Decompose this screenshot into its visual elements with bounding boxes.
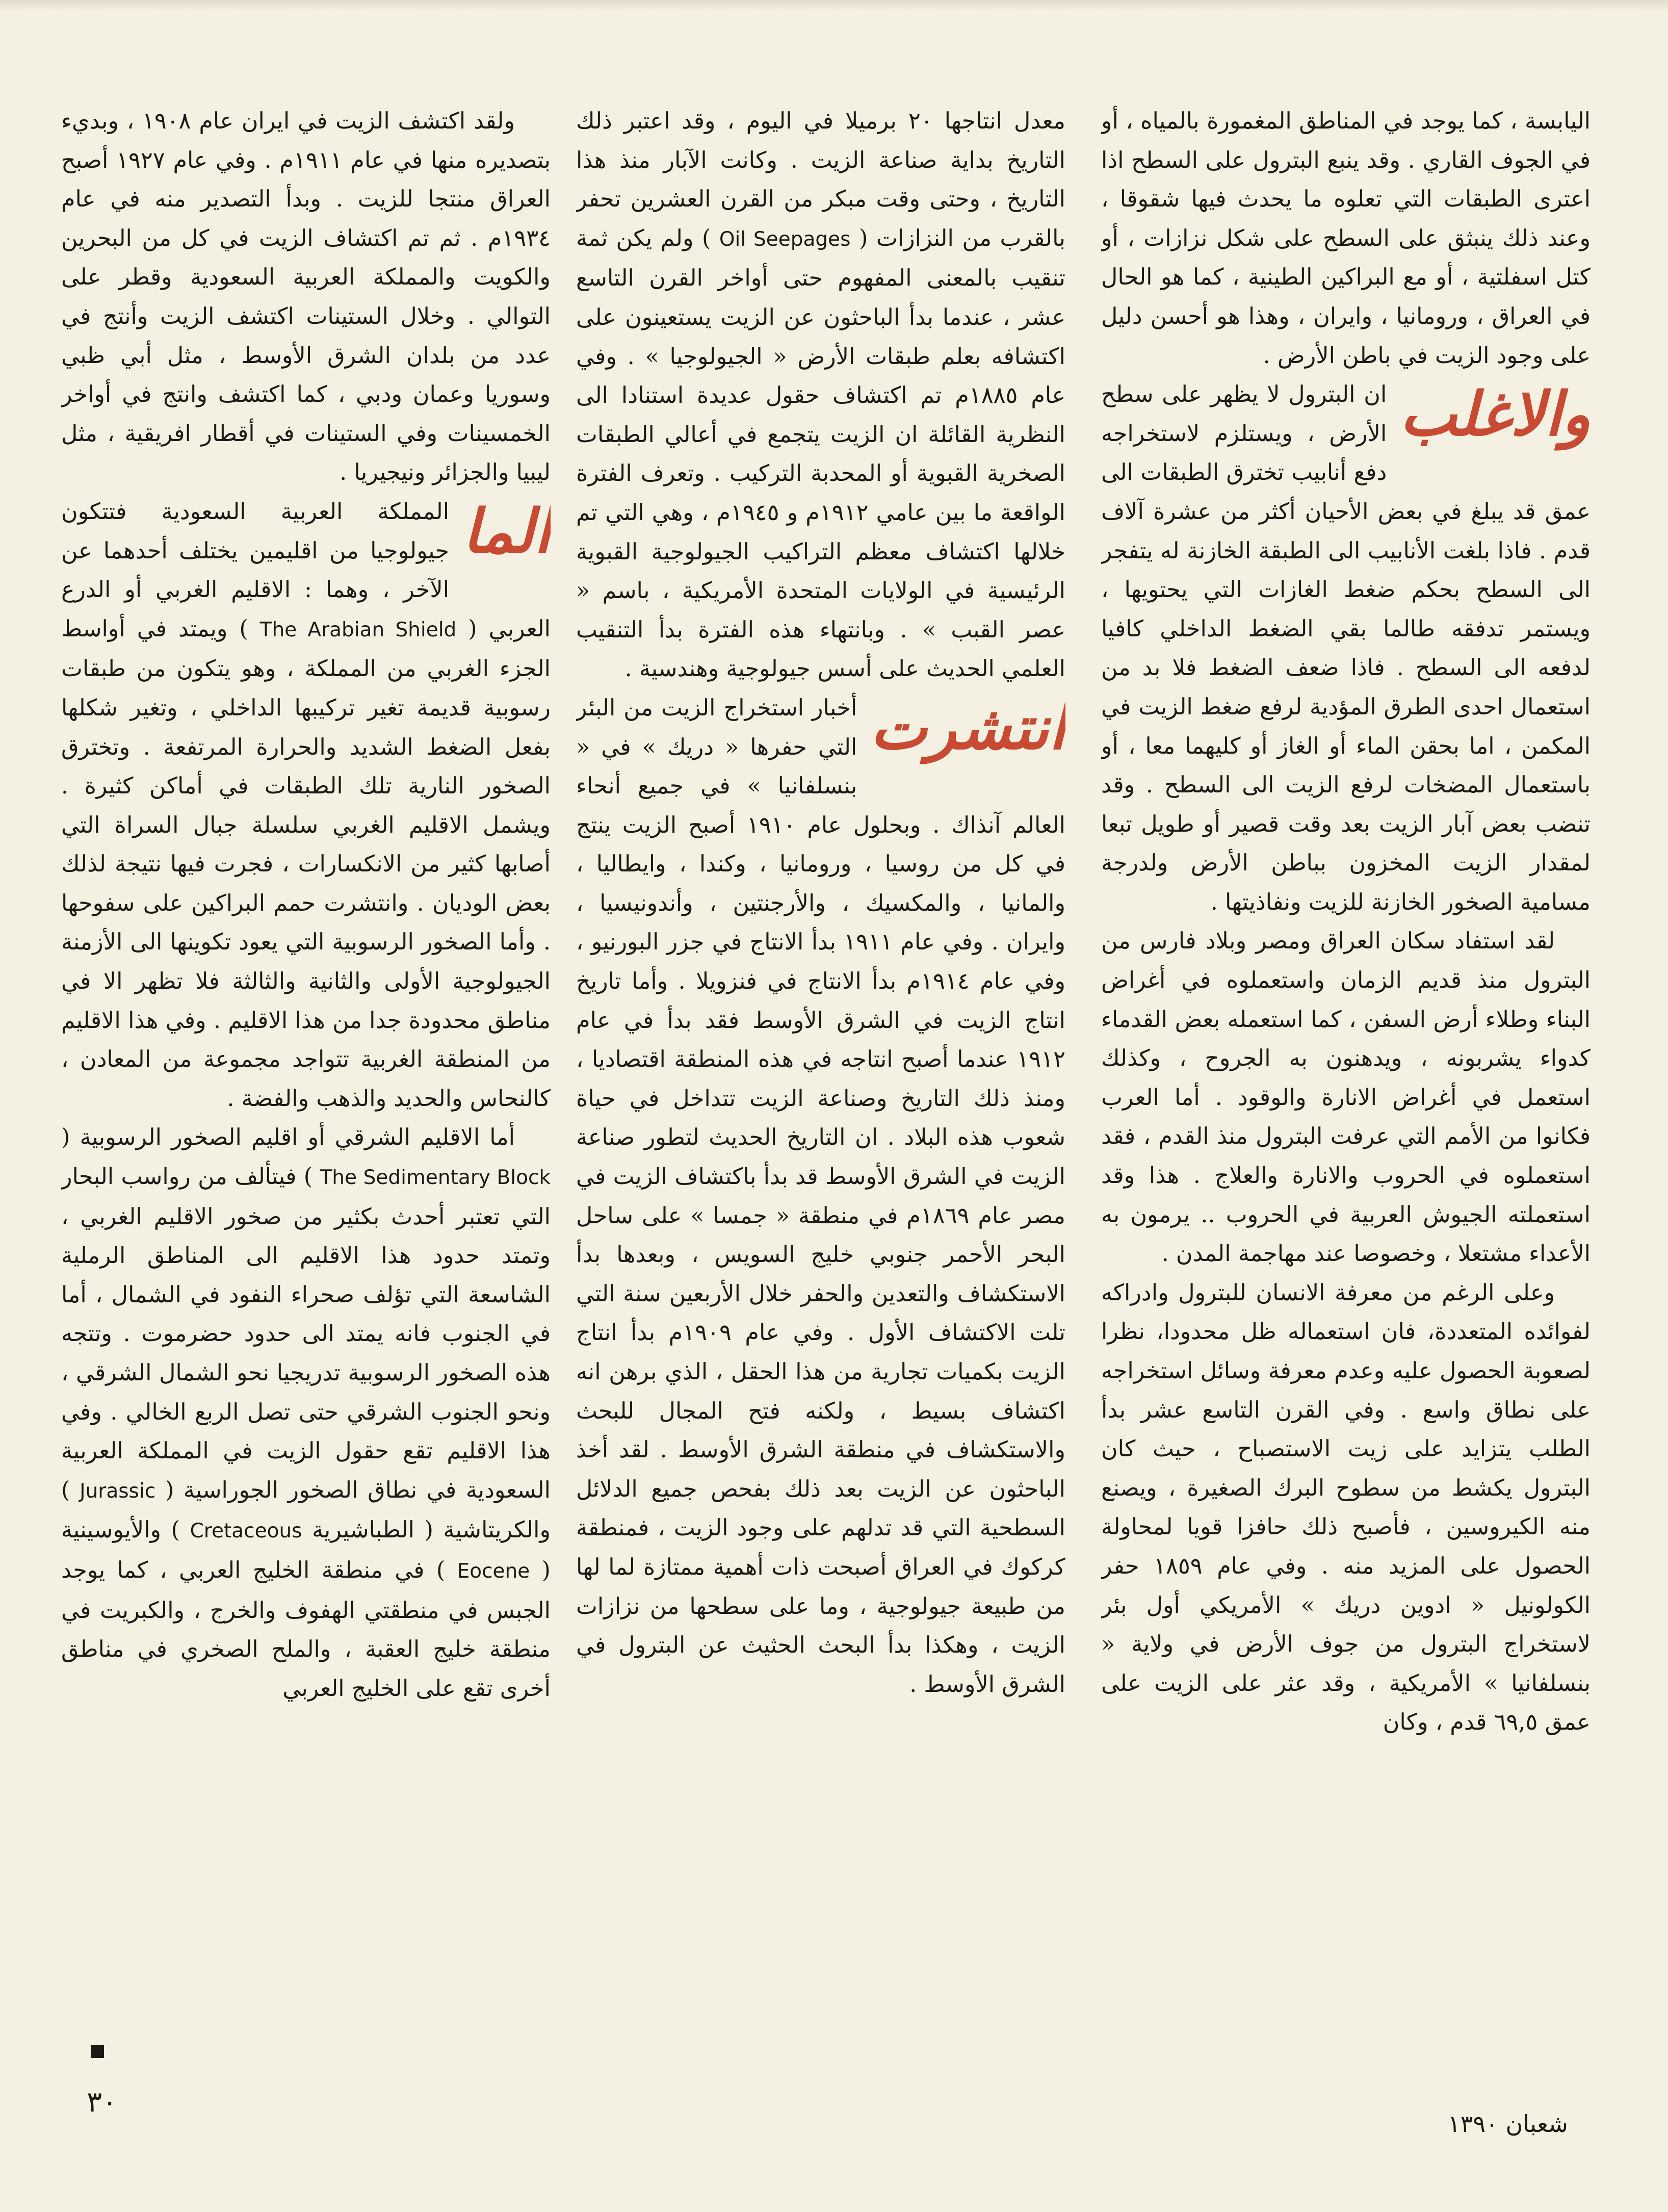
text-run: أما الاقليم الشرقي أو اقليم الصخور الرسوبية ( bbox=[61, 1124, 515, 1151]
paragraph: وعلى الرغم من معرفة الانسان للبترول وادراكه لفوائده المتعددة، فان استعماله ظل محدودا، نظرا لصعوبة الحصول عليه وعدم معرفة وسائل استخراجه على نطاق واسع . وفي القرن التاسع عشر بدأ الطلب يتزايد على زيت الاستصباح ، حيث كان البترول يكشط من سطوح البرك الصغيرة ، ويصنع منه الكيروسين ، فأصبح ذلك حافزا قويا لمحاولة الحصول على المزيد منه . وفي عام ١٨٥٩ حفر الكولونيل « ادوين دريك » الأمريكي أول بئر لاستخراج البترول من جوف الأرض في ولاية « بنسلفانيا » الأمريكية ، وقد عثر على الزيت على عمق ٦٩,٥ قدم ، وكان bbox=[1101, 1279, 1591, 1736]
paragraph: اليابسة ، كما يوجد في المناطق المغمورة بالمياه ، أو في الجوف القاري . وقد ينبع البترول على السطح اذا اعترى الطبقات التي تعلوه ما يحدث فيها شقوقا ، وعند ذلك ينبثق على السطح على شكل نزازات ، أو كتل اسفلتية ، أو مع البراكين الطينية ، كما هو الحال في العراق ، ورومانيا ، وايران ، وهذا هو أحسن دليل على وجود الزيت في باطن الأرض . bbox=[1101, 108, 1591, 369]
dropcap-heading: انتشرت bbox=[870, 691, 1065, 763]
text-run: ) والكريتاشية ( الطباشيرية bbox=[61, 1477, 551, 1544]
header-rule bbox=[0, 0, 1668, 11]
text-run: ) ويمتد في أواسط الجزء الغربي من المملكة ، وهو يتكون من طبقات رسوبية قديمة تغير تركيبها الداخلي ، وتغير شكلها بفعل الضغط الشديد والحرارة المرتفعة . وتخترق الصخور النارية تلك الطبقات في أماكن كثيرة . ويشمل الاقليم الغربي سلسلة جبال السراة التي أصابها كثير من الانكسارات ، فجرت فيها نتيجة لذلك بعض الوديان . وانتشرت حمم البراكين على سفوحها . وأما الصخور الرسوبية التي يعود تكوينها الى الأزمنة الجيولوجية الأولى والثانية والثالثة فلا تظهر الا في مناطق محدودة جدا من هذا الاقليم . وفي هذا الاقليم من المنطقة الغربية تتواجد مجموعة من المعادن ، كالنحاس والحديد والذهب والفضة . bbox=[61, 615, 551, 1112]
paragraph bbox=[576, 102, 1065, 689]
text-run: معدل انتاجها ٢٠ برميلا في اليوم ، وقد اعتبر ذلك التاريخ بداية صناعة الزيت . وكانت الآبار منذ هذا التاريخ ، وحتى وقت مبكر من القرن العشرين تحفر بالقرب من النزازات ( bbox=[576, 108, 1065, 251]
english-term: Jurassic bbox=[80, 1479, 156, 1503]
paragraph bbox=[61, 1118, 551, 1708]
paragraph: ان البترول لا يظهر على سطح الأرض ، ويستلزم لاستخراجه دفع أنابيب تخترق الطبقات الى عمق قد يبلغ في بعض الأحيان أكثر من عشرة آلاف قدم . فاذا بلغت الأنابيب الى الطبقة الخازنة له يتفجر الى السطح بحكم ضغط الغازات التي يحتويها ، ويستمر تدفقه طالما بقي الضغط الداخلي كافيا لدفعه الى السطح . فاذا ضعف الضغط فلا بد من استعمال احدى الطرق المؤدية لرفع ضغط الزيت في المكمن ، اما بحقن الماء أو الغاز أو كليهما معا ، أو باستعمال المضخات لرفع الزيت الى السطح . وقد تنضب بعض آبار الزيت بعد وقت قصير أو طويل تبعا لمقدار الزيت المخزون بباطن الأرض ولدرجة مسامية الصخور الخازنة للزيت ونفاذيتها . bbox=[1101, 381, 1591, 915]
article-column-middle bbox=[576, 102, 1065, 2080]
paragraph: ولقد اكتشف الزيت في ايران عام ١٩٠٨ ، وبديء بتصديره منها في عام ١٩١١م . وفي عام ١٩٢٧ أصبح العراق منتجا للزيت . وبدأ التصدير منه في عام ١٩٣٤م . ثم تم اكتشاف الزيت في كل من البحرين والكويت والمملكة العربية السعودية وقطر على التوالي . وخلال الستينات اكتشف الزيت وأنتج في عدد من بلدان الشرق الأوسط ، مثل أبي ظبي وسوريا وعمان ودبي ، كما اكتشف وانتج في أواخر الخمسينات وفي الستينات في أقطار افريقية ، مثل ليبيا والجزائر ونيجيريا . bbox=[61, 108, 551, 486]
article-column-right bbox=[1101, 102, 1591, 2080]
dropcap-heading: والاغلب bbox=[1400, 378, 1591, 450]
paragraph: لقد استفاد سكان العراق ومصر وبلاد فارس من البترول منذ قديم الزمان واستعملوه في أغراض البناء وطلاء أرض السفن ، كما استعمله بعض القدماء كدواء يشربونه ، ويدهنون به الجروح ، وكذلك استعمل في أغراض الانارة والوقود . أما العرب فكانوا من الأمم التي عرفت البترول منذ القدم ، فقد استعملوه في الحروب والانارة والعلاج . هذا وقد استعملته الجيوش العربية في الحروب .. يرمون به الأعداء مشتعلا ، وخصوصا عند مهاجمة المدن . bbox=[1101, 928, 1591, 1267]
text-run: ) ولم يكن ثمة تنقيب بالمعنى المفهوم حتى أواخر القرن التاسع عشر ، عندما بدأ الباحثون عن الزيت يستعينون على اكتشافه بعلم طبقات الأرض « الجيولوجيا » . وفي عام ١٨٨٥م تم اكتشاف حقول عديدة استنادا الى النظرية القائلة ان الزيت يتجمع في أعالي الطبقات الصخرية القبوية أو المحدبة التركيب . وتعرف الفترة الواقعة ما بين عامي ١٩١٢م و ١٩٤٥م ، وهي التي تم خلالها اكتشاف معظم التراكيب الجيولوجية القبوية الرئيسية في الولايات المتحدة الأمريكية ، باسم « عصر القبب » . وبانتهاء هذه الفترة بدأ التنقيب العلمي الحديث على أسس جيولوجية وهندسية . bbox=[576, 225, 1065, 682]
english-term: The Sedimentary Block bbox=[320, 1166, 551, 1190]
text-run: المملكة العربية السعودية فتتكون جيولوجيا من اقليمين يختلف أحدهما عن الآخر ، وهما : الاقليم الغربي أو الدرع العربي ( bbox=[61, 498, 551, 642]
text-run: ) في منطقة الخليج العربي ، كما يوجد الجبس في منطقتي الهفوف والخرج ، والكبريت في منطقة خليج العقبة ، والملح الصخري في مناطق أخرى تقع على الخليج العربي bbox=[61, 1557, 551, 1702]
paragraph: أخبار استخراج الزيت من البئر التي حفرها « دريك » في « بنسلفانيا » في جميع أنحاء العالم آنذاك . وبحلول عام ١٩١٠ أصبح الزيت ينتج في كل من روسيا ، ورومانيا ، وكندا ، وايطاليا ، والمانيا ، والمكسيك ، والأرجنتين ، وأندونيسيا ، وايران . وفي عام ١٩١١ بدأ الانتاج في جزر البورنيو ، وفي عام ١٩١٤م بدأ الانتاج في فنزويلا . وأما تاريخ انتاج الزيت في الشرق الأوسط فقد بدأ في عام ١٩١٢ عندما أصبح انتاجه في هذه المنطقة اقتصاديا ، ومنذ ذلك التاريخ وصناعة الزيت تتداخل في حياة شعوب هذه البلاد . ان التاريخ الحديث لتطور صناعة الزيت في الشرق الأوسط قد بدأ باكتشاف الزيت في مصر عام ١٨٦٩م في منطقة « جمسا » على ساحل البحر الأحمر جنوبي خليج السويس ، وبعدها بدأ الاستكشاف والتعدين والحفر خلال الأربعين سنة التي تلت الاكتشاف الأول . وفي عام ١٩٠٩م بدأ انتاج الزيت بكميات تجارية من هذا الحقل ، الذي برهن انه اكتشاف بسيط ، ولكنه فتح المجال للبحث والاستكشاف في منطقة الشرق الأوسط . لقد أخذ الباحثون عن الزيت بعد ذلك بفحص جميع الدلائل السطحية التي قد تدلهم على وجود الزيت ، فمنطقة كركوك في العراق أصبحت ذات أهمية ممتازة لما لها من طبيعة جيولوجية ، وما على سطحها من نزازات الزيت ، وهكذا بدأ البحث الحثيث عن البترول في الشرق الأوسط . bbox=[576, 695, 1065, 1697]
text-run: ) والأيوسينية ( bbox=[61, 1517, 551, 1583]
english-term: The Arabian Shield bbox=[259, 618, 457, 641]
text-run: ) فيتألف من رواسب البحار التي تعتبر أحدث بكثير من صخور الاقليم الغربي ، وتمتد حدود هذا الاقليم الى المناطق الرملية الشاسعة التي تؤلف صحراء النفود في الشمال ، أما في الجنوب فانه يمتد الى حدود حضرموت . وتتجه هذه الصخور الرسوبية تدريجيا نحو الشمال الشرقي ، ونحو الجنوب الشرقي حتى تصل الربع الخالي . وفي هذا الاقليم تقع حقول الزيت في المملكة العربية السعودية في نطاق الصخور الجوراسية ( bbox=[61, 1164, 551, 1503]
page-number: ٣٠ bbox=[87, 2086, 118, 2119]
dropcap-heading: الما bbox=[462, 495, 551, 567]
english-term: Oil Seepages bbox=[719, 227, 851, 251]
english-term: Eocene bbox=[457, 1559, 530, 1583]
english-term: Cretaceous bbox=[190, 1520, 302, 1543]
end-of-article-mark bbox=[91, 2045, 104, 2058]
issue-date: شعبان ١٣٩٠ bbox=[1448, 2110, 1568, 2138]
paragraph bbox=[61, 493, 551, 1119]
article-column-left bbox=[61, 102, 551, 2080]
